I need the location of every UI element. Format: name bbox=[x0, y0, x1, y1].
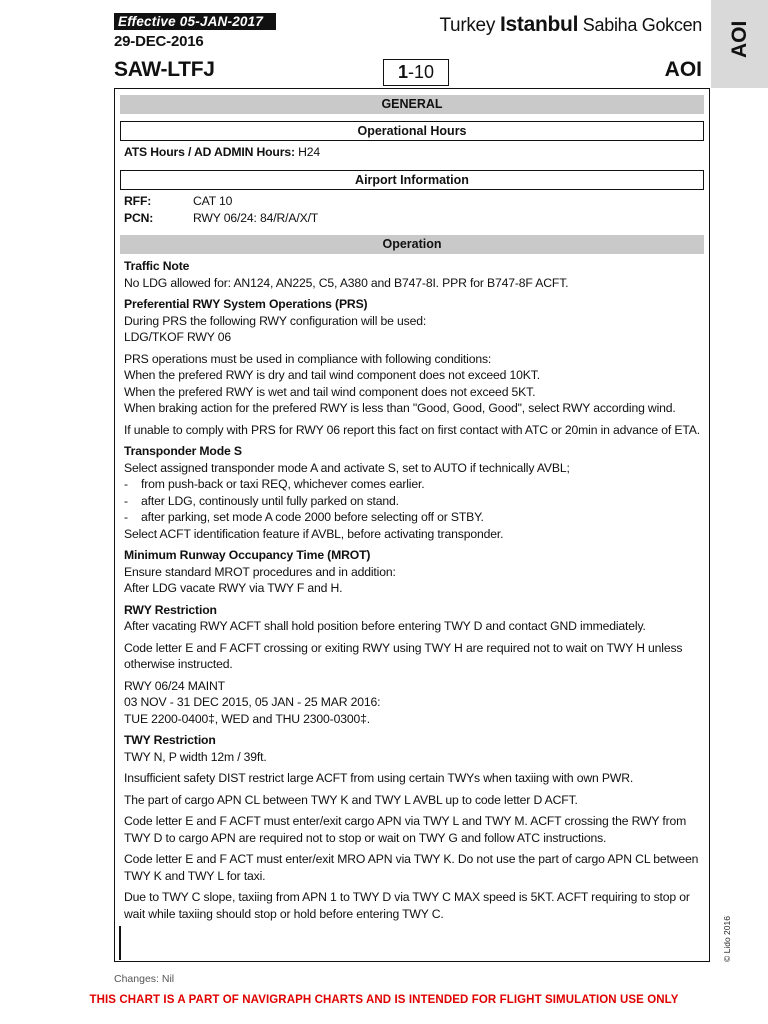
subheading-operational-hours: Operational Hours bbox=[120, 121, 704, 141]
airport-info-list bbox=[124, 193, 704, 226]
rwy-maint-title: RWY 06/24 MAINT bbox=[124, 678, 225, 693]
twy-restriction-text-2: Insufficient safety DIST restrict large ACFT from using certain TWYs when taxiing with own PWR. bbox=[124, 771, 634, 785]
copyright-note: © Lido 2016 bbox=[722, 916, 732, 962]
change-bar bbox=[119, 926, 121, 960]
prs-text-6: When braking action for the prefered RWY is less than "Good, Good, Good", select RWY according wind. bbox=[124, 401, 676, 415]
operation-text bbox=[124, 258, 704, 922]
prs-text-7: If unable to comply with PRS for RWY 06 report this fact on first contact with ATC or 20min in advance of ETA. bbox=[124, 422, 700, 437]
rwy-maint-times: TUE 2200-0400‡, WED and THU 2300-0300‡. bbox=[124, 711, 370, 726]
mrot-text-2: After LDG vacate RWY via TWY F and H. bbox=[124, 581, 343, 595]
transponder-bullet-1: from push-back or taxi REQ, whichever comes earlier. bbox=[141, 477, 425, 491]
ats-hours-label: ATS Hours / AD ADMIN Hours: bbox=[124, 145, 295, 159]
prs-text-2: LDG/TKOF RWY 06 bbox=[124, 330, 232, 344]
section-code: AOI bbox=[664, 58, 702, 81]
page-number bbox=[383, 59, 449, 86]
rwy-restriction-text-2: Code letter E and F ACFT crossing or exiting RWY using TWY H are required not to wait on TWY H unless otherwise instructed. bbox=[124, 640, 683, 671]
title-airport: Sabiha Gokcen bbox=[578, 15, 702, 35]
pcn-value: RWY 06/24: 84/R/A/X/T bbox=[193, 210, 319, 225]
transponder-bullet bbox=[124, 509, 704, 526]
simulation-disclaimer: THIS CHART IS A PART OF NAVIGRAPH CHARTS AND IS INTENDED FOR FLIGHT SIMULATION USE ONLY bbox=[89, 994, 679, 1006]
rwy-restriction-text-1: After vacating RWY ACFT shall hold position before entering TWY D and contact GND immediately. bbox=[124, 619, 646, 633]
transponder-bullet bbox=[124, 476, 704, 493]
issue-date: 29-DEC-2016 bbox=[114, 33, 204, 50]
rwy-maint-dates: 03 NOV - 31 DEC 2015, 05 JAN - 25 MAR 2016: bbox=[124, 695, 381, 709]
prs-text-4: When the prefered RWY is dry and tail wind component does not exceed 10KT. bbox=[124, 368, 540, 382]
title-city: Istanbul bbox=[500, 13, 579, 36]
twy-restriction-heading: TWY Restriction bbox=[124, 733, 216, 747]
changes-note: Changes: Nil bbox=[114, 973, 175, 985]
page-number-prefix: 1 bbox=[397, 62, 408, 82]
subheading-airport-information: Airport Information bbox=[120, 170, 704, 190]
bullet-dash: - bbox=[124, 510, 128, 524]
twy-restriction-text-5: Code letter E and F ACT must enter/exit MRO APN via TWY K. Do not use the part of cargo APN CL between TWY K and TWY L for taxi. bbox=[124, 852, 699, 883]
transponder-bullet-2: after LDG, continously until fully parked on stand. bbox=[141, 493, 399, 508]
transponder-text-2: Select ACFT identification feature if AVBL, before activating transponder. bbox=[124, 526, 504, 541]
rff-value: CAT 10 bbox=[193, 194, 233, 208]
bullet-dash: - bbox=[124, 477, 128, 491]
section-heading-general: GENERAL bbox=[120, 95, 704, 114]
airport-title bbox=[439, 13, 702, 37]
prs-text-5: When the prefered RWY is wet and tail wind component does not exceed 5KT. bbox=[124, 384, 536, 399]
traffic-note-text: No LDG allowed for: AN124, AN225, C5, A380 and B747-8I. PPR for B747-8F ACFT. bbox=[124, 275, 569, 290]
prs-text-1: During PRS the following RWY configuration will be used: bbox=[124, 313, 427, 328]
twy-restriction-text-3: The part of cargo APN CL between TWY K and TWY L AVBL up to code letter D ACFT. bbox=[124, 792, 578, 807]
traffic-note-heading: Traffic Note bbox=[124, 259, 190, 273]
transponder-heading: Transponder Mode S bbox=[124, 444, 242, 458]
rwy-restriction-heading: RWY Restriction bbox=[124, 602, 217, 617]
pcn-label: PCN: bbox=[124, 210, 154, 225]
page-number-suffix: -10 bbox=[408, 62, 435, 82]
subheading-operation: Operation bbox=[120, 235, 704, 254]
ats-hours-row bbox=[124, 144, 704, 161]
mrot-text-1: Ensure standard MROT procedures and in addition: bbox=[124, 564, 396, 579]
rff-label: RFF: bbox=[124, 194, 152, 208]
bullet-dash: - bbox=[124, 493, 128, 508]
twy-restriction-text-6: Due to TWY C slope, taxiing from APN 1 to TWY D via TWY C MAX speed is 5KT. ACFT requiring to stop or wait while taxiing should stop or hold before entering TWY C. bbox=[124, 890, 690, 921]
title-country: Turkey bbox=[439, 15, 500, 36]
prs-heading: Preferential RWY System Operations (PRS) bbox=[124, 297, 368, 311]
transponder-bullet bbox=[124, 493, 704, 510]
twy-restriction-text-1: TWY N, P width 12m / 39ft. bbox=[124, 749, 267, 764]
section-side-tab[interactable] bbox=[711, 0, 768, 88]
prs-text-3: PRS operations must be used in compliance with following conditions: bbox=[124, 351, 492, 366]
ats-hours-value: H24 bbox=[294, 145, 321, 159]
transponder-text-1: Select assigned transponder mode A and activate S, set to AUTO if technically AVBL; bbox=[124, 460, 570, 475]
twy-restriction-text-4: Code letter E and F ACFT must enter/exit cargo APN via TWY L and TWY M. ACFT crossing the RWY from TWY D to cargo APN are required not to stop or wait on TWY G and follow ATC instructions. bbox=[124, 814, 687, 845]
route-id: SAW-LTFJ bbox=[114, 58, 215, 81]
effective-date-badge: Effective 05-JAN-2017 bbox=[114, 13, 276, 30]
side-tab-label: AOI bbox=[728, 20, 751, 58]
transponder-bullet-3: after parking, set mode A code 2000 before selecting off or STBY. bbox=[141, 510, 484, 524]
mrot-heading: Minimum Runway Occupancy Time (MROT) bbox=[124, 548, 371, 562]
